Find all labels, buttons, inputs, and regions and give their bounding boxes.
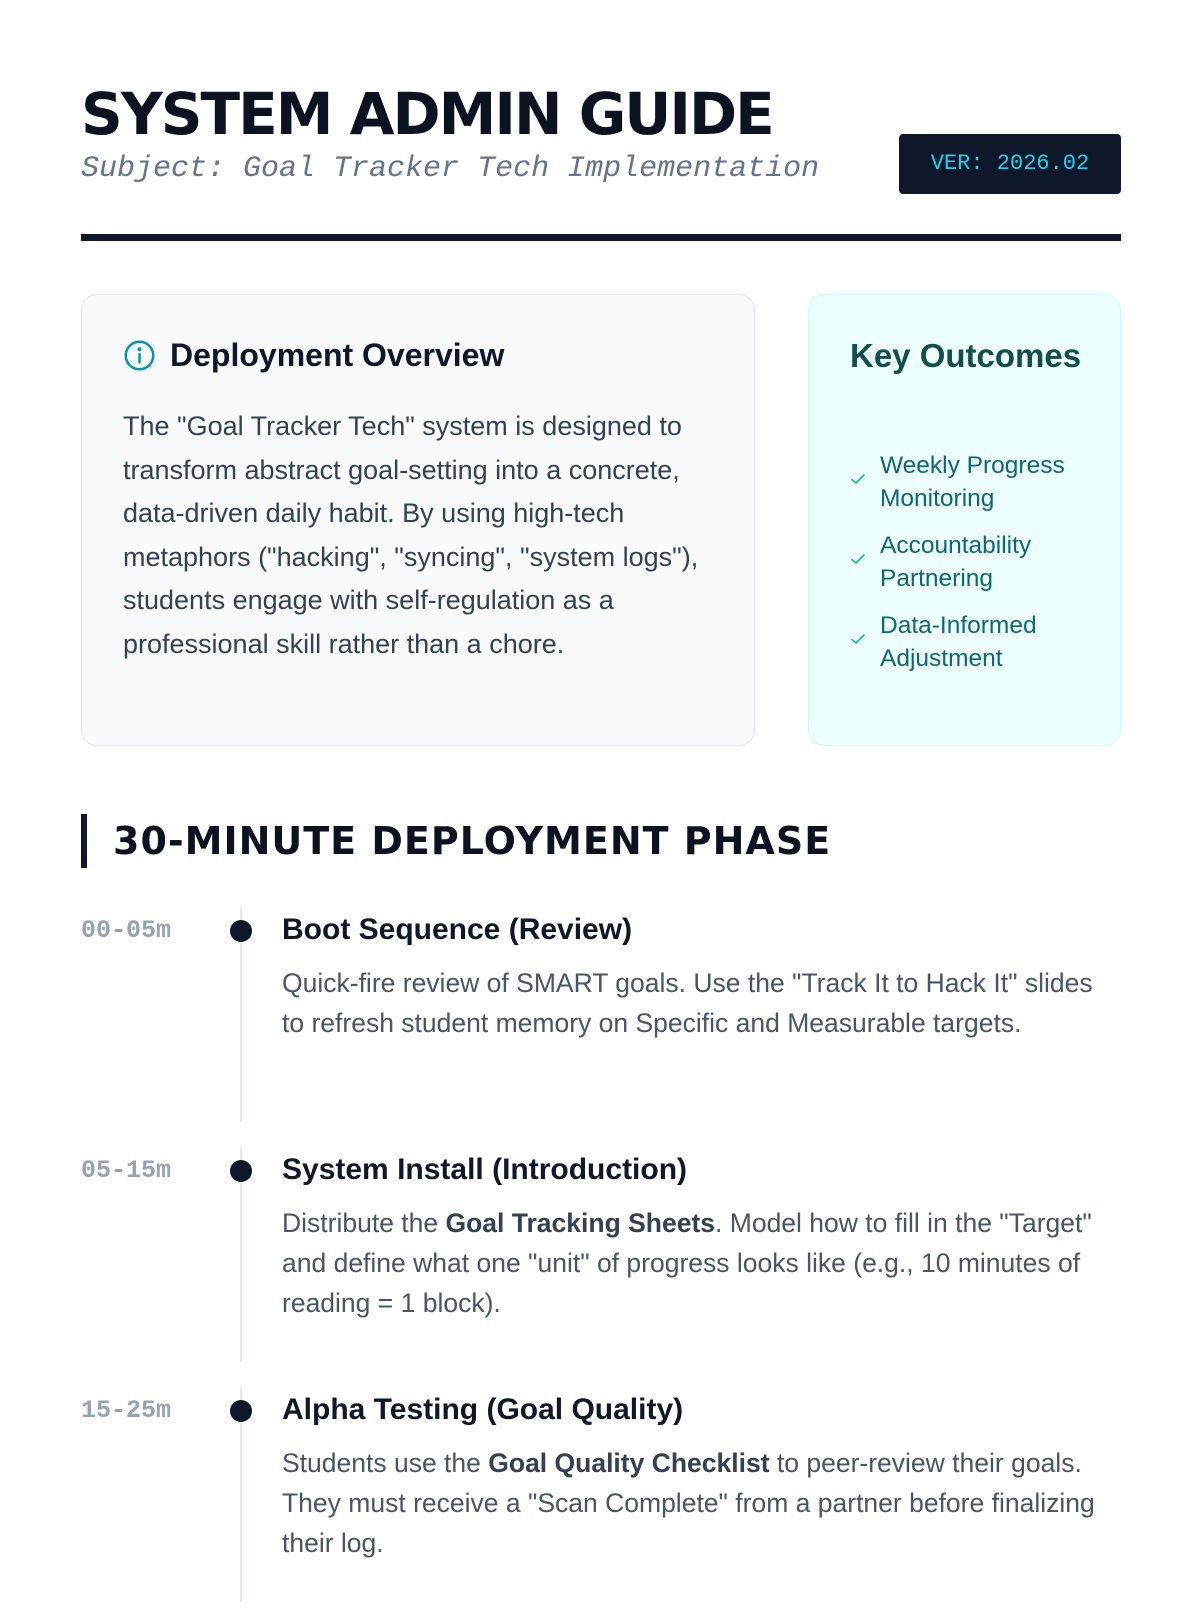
timeline-time: 00-05m xyxy=(81,916,172,945)
outcome-item xyxy=(850,449,1100,515)
header-divider xyxy=(81,234,1121,241)
overview-title: Deployment Overview xyxy=(170,336,505,373)
outcome-item xyxy=(850,609,1100,675)
timeline-description xyxy=(282,963,1122,1043)
document-title: SYSTEM ADMIN GUIDE xyxy=(81,80,773,148)
deployment-timeline xyxy=(81,900,1121,1600)
info-icon xyxy=(123,339,156,372)
timeline-dot xyxy=(230,1400,252,1422)
timeline-description-emphasis: Goal Quality Checklist xyxy=(488,1448,770,1478)
deployment-overview-card xyxy=(81,294,755,746)
timeline-description-text: Distribute the xyxy=(282,1208,446,1238)
check-icon xyxy=(850,631,866,647)
check-icon xyxy=(850,471,866,487)
check-icon xyxy=(850,551,866,567)
document-header xyxy=(81,76,1121,242)
document-subject: Subject: Goal Tracker Tech Implementation xyxy=(81,152,820,186)
timeline-item xyxy=(81,1140,1121,1380)
timeline-description-text: to peer-review their goals. They must receive a "Scan Complete" from a partner before finalizing their log. xyxy=(282,1448,1095,1558)
overview-body: The "Goal Tracker Tech" system is designed to transform abstract goal-setting into a concrete, data-driven daily habit. By using high-tech metaphors ("hacking", "syncing", "system logs"), students engage with self-regulation as a professional skill rather than a chore. xyxy=(123,411,699,659)
outcome-item xyxy=(850,529,1100,595)
outcomes-list xyxy=(850,449,1100,689)
section-accent-bar xyxy=(81,814,87,868)
timeline-description xyxy=(282,1203,1122,1323)
timeline-description xyxy=(282,1443,1122,1563)
timeline-title: Alpha Testing (Goal Quality) xyxy=(282,1393,684,1426)
page xyxy=(81,0,1121,1600)
timeline-description-text: Students use the xyxy=(282,1448,489,1478)
timeline-description-text: . Model how to fill in the "Target" and define what one "unit" of progress looks like (e.g., 10 minutes of reading = 1 block). xyxy=(282,1208,1092,1318)
outcomes-title: Key Outcomes xyxy=(850,337,1082,374)
timeline-dot xyxy=(230,1160,252,1182)
timeline-title: Boot Sequence (Review) xyxy=(282,913,633,946)
outcome-label: Weekly Progress Monitoring xyxy=(880,452,1065,512)
timeline-description-emphasis: Goal Tracking Sheets xyxy=(445,1208,716,1238)
timeline-item xyxy=(81,900,1121,1140)
section-title: 30-MINUTE DEPLOYMENT PHASE xyxy=(113,819,832,863)
outcome-label: Accountability Partnering xyxy=(880,532,1032,592)
timeline-dot xyxy=(230,920,252,942)
timeline-time: 05-15m xyxy=(81,1156,172,1185)
timeline-title: System Install (Introduction) xyxy=(282,1153,688,1186)
timeline-item xyxy=(81,1380,1121,1620)
overview-heading xyxy=(123,333,504,377)
key-outcomes-card xyxy=(808,294,1121,746)
version-badge: VER: 2026.02 xyxy=(899,134,1121,194)
timeline-time: 15-25m xyxy=(81,1396,172,1425)
timeline-description-text: Quick-fire review of SMART goals. Use the "Track It to Hack It" slides to refresh student memory on Specific and Measurable targets. xyxy=(282,968,1093,1038)
outcome-label: Data-Informed Adjustment xyxy=(880,612,1037,672)
